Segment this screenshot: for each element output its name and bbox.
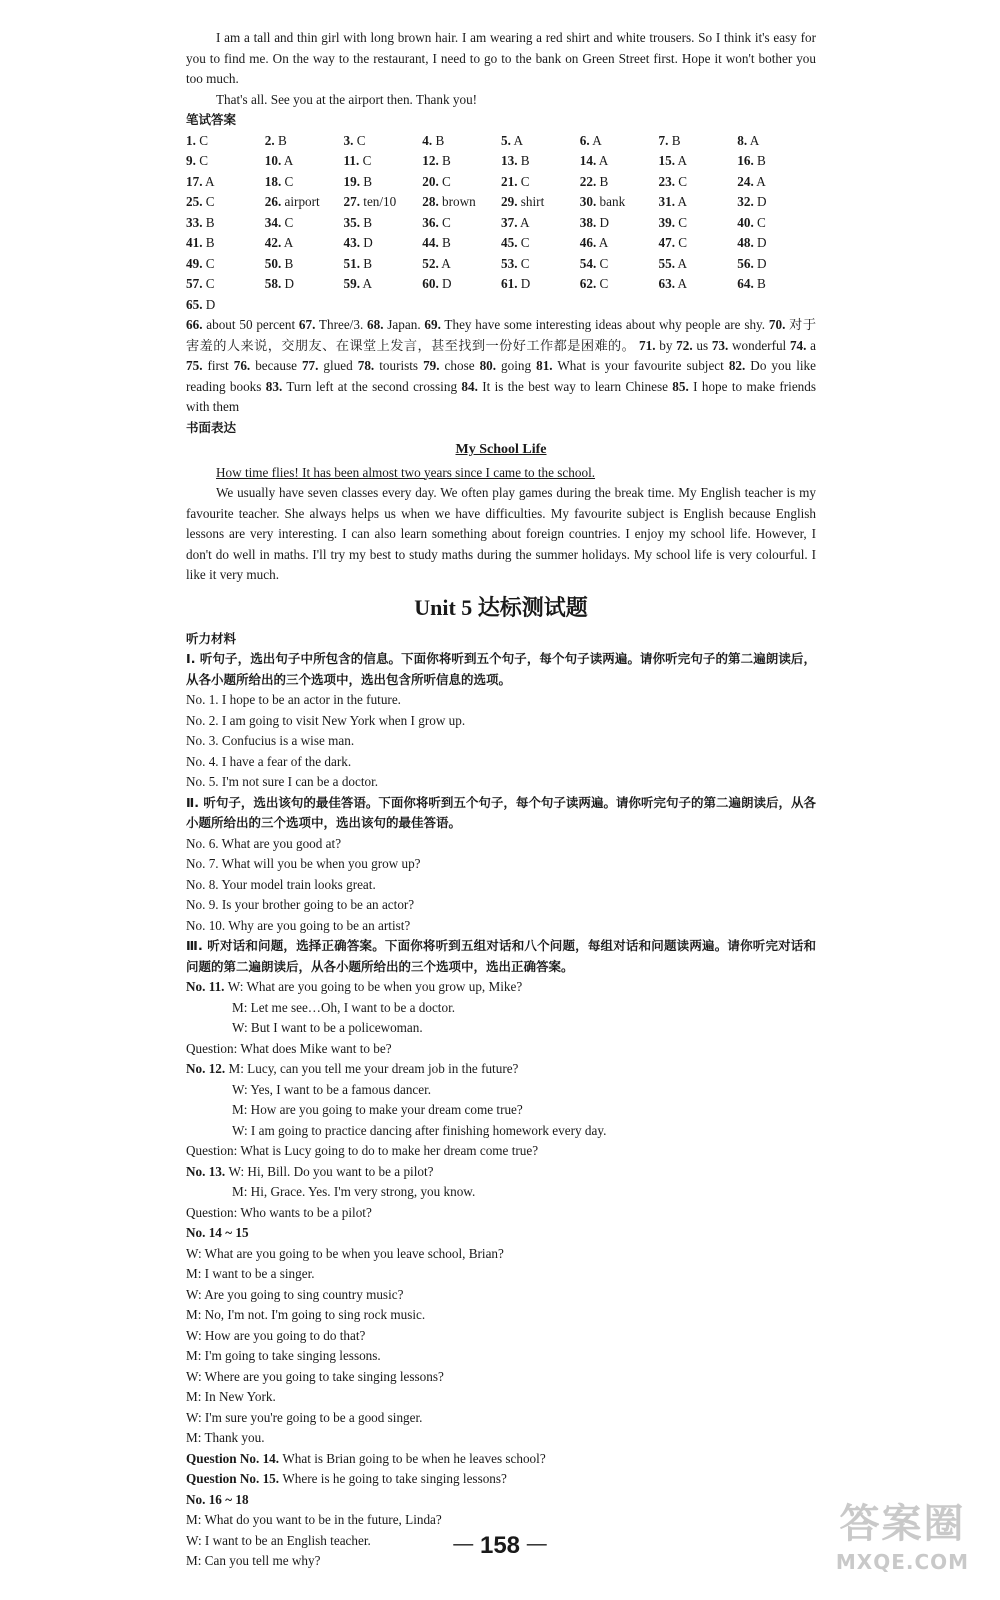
item-number: No. 4.	[186, 753, 222, 769]
answer-item: 37. A	[501, 214, 530, 230]
answer-item: 68. Japan.	[367, 317, 425, 332]
answer-number: 31.	[658, 194, 675, 209]
answer-item: 34. C	[264, 214, 294, 230]
answer-number: 81.	[536, 358, 553, 373]
answer-item: 83. Turn left at the second crossing	[265, 378, 462, 394]
item-number: No. 8.	[186, 876, 222, 892]
unit-subtitle: 达标测试题	[477, 595, 588, 621]
answer-item: 67. Three/3.	[298, 317, 368, 332]
dialogue-line: M: In New York.	[186, 1389, 276, 1404]
dialogue-line: M: I want to be a singer.	[186, 1266, 315, 1281]
answer-item: 15. A	[658, 153, 688, 168]
answer-item: 17. A	[186, 173, 215, 189]
intro-closing: That's all. See you at the airport then. Thank you!	[216, 91, 478, 107]
answer-number: 28.	[422, 194, 439, 209]
answer-number: 40.	[737, 214, 754, 230]
dialogue-line: W: What are you going to be when you leave school, Brian?	[186, 1245, 504, 1261]
answer-item: 5. A	[501, 132, 523, 148]
answer-item: 57. C	[186, 276, 215, 291]
answer-item: 31. A	[658, 194, 688, 209]
unit-title	[186, 590, 816, 627]
answer-item: 48. D	[737, 235, 767, 250]
answer-item: 62. C	[579, 276, 609, 291]
answer-number: 7.	[658, 132, 669, 148]
answer-item: 82. Do you like reading books	[186, 358, 816, 394]
answer-item: 25. C	[186, 194, 215, 209]
dialogue-line: No. 13. W: Hi, Bill. Do you want to be a pilot?	[186, 1163, 434, 1179]
answer-item: 47. C	[658, 235, 688, 250]
answer-number: 49.	[186, 255, 203, 271]
answer-number: 65.	[186, 296, 203, 312]
answer-number: 5.	[501, 132, 511, 148]
answer-item: 35. B	[343, 214, 373, 230]
item-number: No. 9.	[186, 897, 222, 912]
answer-item: 22. B	[579, 173, 609, 189]
section-3-instructions: Ⅲ. 听对话和问题，选择正确答案。下面你将听到五组对话和八个问题，每组对话和问题读两遍。请你听完对话和问题的第二遍朗读后，从各小题所给出的三个选项中，选出正确答案。	[186, 938, 816, 974]
answer-item: 33. B	[186, 214, 215, 230]
answer-number: 11.	[343, 153, 360, 168]
answer-item: 46. A	[579, 235, 609, 250]
answer-number: 84.	[461, 378, 478, 394]
answer-number: 30.	[579, 194, 597, 209]
listening-item: No. 6. What are you good at?	[186, 835, 342, 851]
answer-item: 38. D	[579, 214, 610, 230]
answer-number: 45.	[501, 235, 518, 250]
dialogue-line: M: How are you going to make your dream come true?	[232, 1102, 523, 1117]
essay-first-sentence: How time flies! It has been almost two years since I came to the school.	[216, 464, 596, 480]
answer-number: 21.	[501, 173, 518, 189]
answer-key-long	[186, 315, 816, 418]
group-14-15-questions	[186, 1449, 816, 1490]
answer-number: 38.	[579, 214, 597, 230]
answer-number: 74.	[789, 337, 807, 353]
answer-item: 52. A	[422, 255, 451, 271]
answer-item: 60. D	[422, 276, 452, 291]
group-16-18-heading: No. 16 ~ 18	[186, 1491, 249, 1507]
answer-number: 3.	[343, 132, 354, 148]
question-label: Question No. 14.	[186, 1450, 283, 1466]
answer-number: 10.	[264, 153, 282, 168]
answer-item: 41. B	[186, 235, 215, 250]
answer-item: 54. C	[579, 255, 609, 271]
answer-number: 46.	[579, 235, 597, 250]
answer-item: 73. wonderful	[711, 337, 790, 353]
dialogue-line: M: Hi, Grace. Yes. I'm very strong, you know.	[232, 1184, 476, 1199]
answer-number: 12.	[422, 153, 439, 168]
answer-item: 43. D	[343, 235, 373, 250]
answer-number: 80.	[479, 358, 497, 373]
answer-item: 8. A	[737, 132, 760, 148]
answer-number: 60.	[422, 276, 439, 291]
answer-item: 71. by	[639, 337, 677, 353]
answer-number: 69.	[424, 317, 441, 332]
answer-number: 58.	[264, 276, 282, 291]
answer-number: 20.	[422, 173, 439, 189]
dialogue-question: Question: What is Lucy going to do to make her dream come true?	[186, 1143, 539, 1158]
listening-item: No. 5. I'm not sure I can be a doctor.	[186, 774, 379, 789]
item-number: No. 7.	[186, 856, 222, 871]
dialogue-question: Question: Who wants to be a pilot?	[186, 1204, 372, 1220]
dialogue-question: Question No. 15. Where is he going to take singing lessons?	[186, 1471, 507, 1486]
listening-item: No. 1. I hope to be an actor in the future.	[186, 692, 401, 707]
item-number: No. 6.	[186, 835, 222, 851]
answer-item: 30. bank	[579, 194, 626, 209]
answer-item: 74. a	[789, 337, 817, 353]
answer-item: 85. I hope to make friends with them	[186, 378, 816, 414]
written-answers-heading: 笔试答案	[186, 112, 237, 127]
answer-item: 23. C	[658, 173, 688, 189]
answer-number: 8.	[737, 132, 748, 148]
dialogue-line: W: How are you going to do that?	[186, 1327, 366, 1343]
answer-item: 3. C	[343, 132, 366, 148]
answer-item: 7. B	[658, 132, 681, 148]
answer-item: 4. B	[422, 132, 445, 148]
dialogue-line: W: Are you going to sing country music?	[186, 1286, 404, 1302]
answer-item: 80. going	[479, 358, 537, 373]
answer-item: 65. D	[186, 296, 216, 312]
answer-item: 81. What is your favourite subject	[536, 358, 729, 373]
answer-number: 77.	[301, 358, 319, 373]
dialogue-line: M: No, I'm not. I'm going to sing rock music.	[186, 1307, 426, 1322]
answer-item: 61. D	[501, 276, 531, 291]
answer-item: 6. A	[579, 132, 602, 148]
listening-item: No. 10. Why are you going to be an artist?	[186, 917, 411, 933]
answer-number: 66.	[186, 317, 203, 332]
answer-number: 76.	[233, 358, 251, 373]
dialogue-line: M: I'm going to take singing lessons.	[186, 1348, 381, 1363]
answer-number: 9.	[186, 153, 196, 168]
listening-heading: 听力材料	[186, 630, 237, 646]
answer-number: 68.	[367, 317, 384, 332]
answer-number: 2.	[264, 132, 275, 148]
answer-number: 61.	[501, 276, 518, 291]
answer-item: 27. ten/10	[343, 194, 397, 209]
dialogue-line: No. 12. M: Lucy, can you tell me your dream job in the future?	[186, 1061, 519, 1076]
answer-item: 76. because	[233, 358, 302, 373]
answer-number: 33.	[186, 214, 203, 230]
unit-number: Unit 5	[414, 594, 473, 620]
listening-item: No. 4. I have a fear of the dark.	[186, 753, 352, 769]
answer-number: 25.	[186, 194, 203, 209]
item-number: No. 3.	[186, 733, 222, 748]
answer-number: 75.	[186, 358, 203, 373]
answer-item: 51. B	[343, 255, 373, 271]
answer-number: 15.	[658, 153, 675, 168]
answer-item: 14. A	[579, 153, 609, 168]
answer-item: 49. C	[186, 255, 215, 271]
answer-number: 67.	[298, 317, 316, 332]
dialogue-line: W: I'm sure you're going to be a good singer.	[186, 1409, 423, 1425]
answer-item: 12. B	[422, 153, 451, 168]
answer-number: 53.	[501, 255, 518, 271]
answer-item: 42. A	[264, 235, 294, 250]
group-14-15-dialogue	[186, 1244, 816, 1449]
answer-number: 57.	[186, 276, 203, 291]
answer-item: 16. B	[737, 153, 766, 168]
answer-item: 11. C	[343, 153, 372, 168]
answer-number: 18.	[264, 173, 282, 189]
answer-item: 78. tourists	[357, 358, 424, 373]
answer-item: 24. A	[737, 173, 766, 189]
dialogue-line: W: I am going to practice dancing after finishing homework every day.	[232, 1122, 607, 1138]
answer-item: 56. D	[737, 255, 767, 271]
item-number: No. 2.	[186, 712, 222, 728]
answer-number: 26.	[264, 194, 282, 209]
answer-number: 79.	[423, 358, 440, 373]
answer-number: 23.	[658, 173, 675, 189]
answer-number: 82.	[728, 358, 746, 373]
answer-number: 54.	[579, 255, 597, 271]
group-14-15-heading: No. 14 ~ 15	[186, 1225, 249, 1240]
answer-number: 17.	[186, 173, 203, 189]
answer-item: 39. C	[658, 214, 688, 230]
answer-item: 50. B	[264, 255, 294, 271]
dialogue-line: W: But I want to be a policewoman.	[232, 1020, 423, 1035]
section-1-instructions: Ⅰ. 听句子，选出句子中所包含的信息。下面你将听到五个句子，每个句子读两遍。请你听完句子的第二遍朗读后，从各小题所给出的三个选项中，选出包含所听信息的选项。	[186, 651, 816, 687]
answer-item: 63. A	[658, 276, 688, 291]
answer-number: 71.	[639, 337, 656, 353]
answer-number: 41.	[186, 235, 203, 250]
dialogue-line: W: Where are you going to take singing lessons?	[186, 1368, 444, 1384]
answer-number: 78.	[357, 358, 375, 373]
watermark-url: MXQE.COM	[835, 1550, 970, 1574]
answer-number: 51.	[343, 255, 360, 271]
answer-number: 13.	[501, 153, 518, 168]
answer-number: 4.	[422, 132, 433, 148]
answer-item: 70. 对于害羞的人来说，交朋友、在课堂上发言，甚至找到一份好工作都是困难的。	[186, 317, 817, 353]
section-1-list	[186, 690, 816, 793]
section-3-dialogues	[186, 977, 816, 1223]
answer-item: 59. A	[343, 276, 373, 291]
essay-body: We usually have seven classes every day. We often play games during the break time. My English teacher is my favourite teacher. She always helps us when we have difficulties. My favourite subject is English because English lessons are very interesting. I can also learn something about foreign countries. I enjoy my school life. However, I don't do well in maths. I'll try my best to study maths during the summer holidays. My school life is very colourful. I like it very much.	[186, 485, 816, 582]
answer-item: 13. B	[501, 153, 530, 168]
answer-number: 62.	[579, 276, 597, 291]
answer-number: 34.	[264, 214, 282, 230]
answer-item: 32. D	[737, 194, 767, 209]
answer-item: 66. about 50 percent	[186, 317, 299, 332]
answer-number: 72.	[676, 337, 693, 353]
dialogue-line: M: What do you want to be in the future, Linda?	[186, 1512, 442, 1527]
answer-item: 55. A	[658, 255, 688, 271]
answer-item: 9. C	[186, 153, 208, 168]
answer-number: 85.	[672, 378, 689, 394]
listening-item: No. 8. Your model train looks great.	[186, 876, 376, 892]
dialogue-number: No. 12.	[186, 1061, 229, 1076]
answer-item: 36. C	[422, 214, 451, 230]
answer-number: 29.	[501, 194, 518, 209]
answer-number: 37.	[501, 214, 518, 230]
answer-item: 26. airport	[264, 194, 320, 209]
answer-number: 6.	[579, 132, 590, 148]
listening-item: No. 7. What will you be when you grow up?	[186, 856, 421, 871]
answer-key-grid	[186, 131, 816, 316]
intro-paragraph: I am a tall and thin girl with long brown hair. I am wearing a red shirt and white trousers. So I think it's easy for you to find me. On the way to the restaurant, I need to go to the bank on Green Street first. Hope it won't bother you too much.	[186, 30, 816, 86]
answer-number: 83.	[265, 378, 283, 394]
answer-item: 10. A	[264, 153, 294, 168]
answer-item: 21. C	[501, 173, 530, 189]
answer-item: 29. shirt	[501, 194, 545, 209]
answer-item: 72. us	[676, 337, 712, 353]
dialogue-line: W: Yes, I want to be a famous dancer.	[232, 1081, 432, 1097]
answer-number: 44.	[422, 235, 439, 250]
writing-heading: 书面表达	[186, 419, 237, 435]
dialogue-line: M: Thank you.	[186, 1430, 265, 1445]
section-2-instructions: Ⅱ. 听句子，选出该句的最佳答语。下面你将听到五个句子，每个句子读两遍。请你听完句子的第二遍朗读后，从各小题所给出的三个选项中，选出该句的最佳答语。	[186, 794, 816, 830]
answer-number: 42.	[264, 235, 282, 250]
section-2-list	[186, 834, 816, 937]
answer-item: 84. It is the best way to learn Chinese	[461, 378, 673, 394]
answer-number: 14.	[579, 153, 597, 168]
answer-number: 52.	[422, 255, 439, 271]
watermark-logo: 答案圈	[839, 1501, 966, 1547]
dialogue-number: No. 13.	[186, 1163, 229, 1179]
answer-number: 50.	[264, 255, 282, 271]
listening-item: No. 9. Is your brother going to be an actor?	[186, 897, 415, 912]
listening-item: No. 2. I am going to visit New York when I grow up.	[186, 712, 466, 728]
answer-number: 22.	[579, 173, 597, 189]
answer-item: 69. They have some interesting ideas about why people are shy.	[424, 317, 769, 332]
question-label: Question No. 15.	[186, 1471, 283, 1486]
answer-item: 28. brown	[422, 194, 476, 209]
page-number: — 158 —	[453, 1532, 547, 1559]
essay-title: My School Life	[455, 442, 547, 457]
answer-number: 63.	[658, 276, 675, 291]
answer-item: 18. C	[264, 173, 294, 189]
answer-item: 79. chose	[423, 358, 480, 373]
dialogue-question: Question No. 14. What is Brian going to be when he leaves school?	[186, 1450, 546, 1466]
answer-number: 16.	[737, 153, 754, 168]
answer-number: 55.	[658, 255, 675, 271]
item-number: No. 1.	[186, 692, 222, 707]
site-watermark	[815, 1498, 990, 1594]
answer-number: 19.	[343, 173, 360, 189]
dialogue-question: Question: What does Mike want to be?	[186, 1040, 392, 1056]
answer-number: 39.	[658, 214, 675, 230]
dialogue-line: No. 11. W: What are you going to be when you grow up, Mike?	[186, 979, 523, 994]
answer-number: 36.	[422, 214, 439, 230]
answer-item: 45. C	[501, 235, 530, 250]
answer-number: 47.	[658, 235, 675, 250]
answer-item: 20. C	[422, 173, 451, 189]
dialogue-line: M: Can you tell me why?	[186, 1553, 321, 1568]
answer-number: 27.	[343, 194, 360, 209]
answer-number: 35.	[343, 214, 360, 230]
answer-number: 43.	[343, 235, 360, 250]
answer-number: 56.	[737, 255, 754, 271]
listening-item: No. 3. Confucius is a wise man.	[186, 733, 355, 748]
answer-item: 2. B	[264, 132, 287, 148]
answer-item: 19. B	[343, 173, 373, 189]
answer-number: 64.	[737, 276, 754, 291]
dialogue-number: No. 11.	[186, 979, 228, 994]
answer-item: 58. D	[264, 276, 295, 291]
answer-item: 53. C	[501, 255, 530, 271]
document-page	[186, 28, 816, 1572]
answer-item: 40. C	[737, 214, 766, 230]
dialogue-line: M: Let me see…Oh, I want to be a doctor.	[232, 999, 456, 1015]
answer-number: 70.	[768, 317, 786, 332]
answer-number: 32.	[737, 194, 754, 209]
answer-number: 48.	[737, 235, 754, 250]
item-number: No. 5.	[186, 774, 222, 789]
answer-number: 73.	[711, 337, 729, 353]
dialogue-line: W: I want to be an English teacher.	[186, 1532, 371, 1548]
answer-item: 77. glued	[301, 358, 358, 373]
answer-item: 44. B	[422, 235, 451, 250]
answer-number: 59.	[343, 276, 360, 291]
answer-item: 75. first	[186, 358, 234, 373]
answer-item: 64. B	[737, 276, 766, 291]
item-number: No. 10.	[186, 917, 229, 933]
answer-number: 24.	[737, 173, 754, 189]
answer-number: 1.	[186, 132, 196, 148]
answer-item: 1. C	[186, 132, 208, 148]
